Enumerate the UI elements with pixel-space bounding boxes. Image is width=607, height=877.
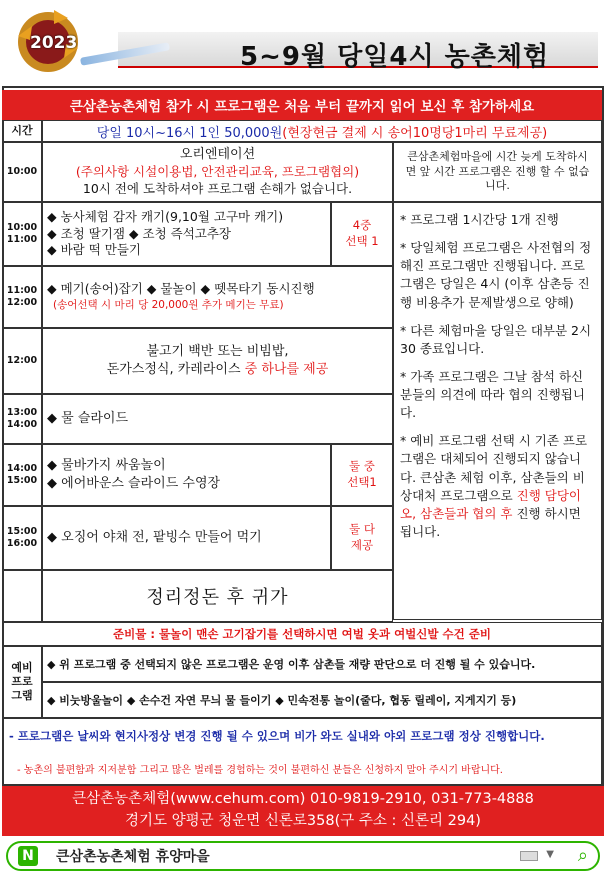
- late-arrival-note: 큰삼촌체험마을에 시간 늦게 도착하시면 앞 시간 프로그램은 진행 할 수 없습니다.: [393, 142, 602, 202]
- water-slide: ◆ 물 슬라이드: [42, 394, 393, 444]
- list-item: ◆ 에어바운스 슬라이드 수영장: [47, 476, 221, 491]
- search-bar[interactable]: [6, 841, 600, 871]
- note-item: * 당일체험 프로그램은 사전협의 정해진 프로그램만 진행됩니다. 프로그램은 당일은 4시 (이후 삼촌등 진행 비용추가 문제발생으로 양해): [400, 240, 592, 310]
- fishing-cell: [42, 266, 393, 328]
- naver-logo-icon: N: [18, 846, 38, 866]
- lunch-line1: 불고기 백반 또는 비빔밥,: [146, 344, 289, 360]
- header: [0, 0, 607, 86]
- row-time-empty: [2, 570, 42, 622]
- year-badge: 2023: [30, 33, 78, 53]
- price-note: (현장현금 결제 시 송어10명당1마리 무료제공): [282, 125, 548, 141]
- choice-badge: 둘 중 선택1: [331, 444, 393, 506]
- lunch-line2: 돈가스정식, 카레라이스: [106, 362, 245, 377]
- lunch-cell: [42, 328, 393, 394]
- row-time: 11:00 12:00: [2, 266, 42, 328]
- note-item: * 프로그램 1시간당 1개 진행: [400, 212, 559, 227]
- price-row: [42, 120, 602, 142]
- orientation-title: 오리엔테이션: [179, 147, 256, 163]
- list-item: ◆ 바람 떡 만들기: [47, 242, 141, 258]
- choice-badge: 4중 선택 1: [331, 202, 393, 266]
- list-item: ◆ 물바가지 싸움놀이: [47, 458, 166, 474]
- list-item: ◆ 농사체험 감자 캐기(9,10월 고구마 캐기): [47, 208, 284, 224]
- keyboard-icon[interactable]: [520, 851, 538, 861]
- chevron-down-icon[interactable]: ▼: [546, 849, 554, 860]
- page-title: 5~9월 당일4시 농촌체험: [240, 42, 550, 72]
- row-time: 14:00 15:00: [2, 444, 42, 506]
- orientation-cell: [42, 142, 393, 202]
- row-time: 10:00 11:00: [2, 202, 42, 266]
- time-header: 시간: [2, 120, 42, 142]
- preparation-note: 준비물 : 물놀이 맨손 고기잡기를 선택하시면 여벌 옷과 여벌신발 수건 준비: [2, 622, 602, 646]
- row-time: 12:00: [2, 328, 42, 394]
- search-query[interactable]: 큰삼촌농촌체험 휴양마을: [56, 849, 210, 865]
- row-time: 13:00 14:00: [2, 394, 42, 444]
- weather-notice: - 프로그램은 날씨와 현지사정상 변경 진행 될 수 있으며 비가 와도 실내와 야외 프로그램 정상 진행합니다.: [2, 718, 602, 752]
- notice-banner: 큰삼촌농촌체험 참가 시 프로그램은 처음 부터 끝까지 읽어 보신 후 참가하세요: [2, 90, 602, 120]
- fishing-line: ◆ 메기(송어)잡기 ◆ 물놀이 ◆ 뗏목타기 동시진행: [47, 281, 315, 297]
- lunch-choice: 중 하나를 제공: [244, 362, 329, 377]
- note-item: * 다른 체험마을 당일은 대부분 2시30 종료입니다.: [400, 322, 592, 356]
- row-time: 15:00 16:00: [2, 506, 42, 570]
- reserve-items: ◆ 비눗방울놀이 ◆ 손수건 자연 무늬 물 들이기 ◆ 민속전통 놀이(줄다, 협동 릴레이, 지게지기 등): [42, 682, 602, 718]
- choice-badge: 둘 다 제공: [331, 506, 393, 570]
- fishing-price-note: (송어선택 시 마리 당 20,000원 추가 메기는 무료): [53, 299, 284, 312]
- row-time: 10:00: [2, 142, 42, 202]
- list-item: ◆ 조청 딸기잼 ◆ 조청 즉석고추장: [47, 225, 231, 241]
- contact-footer: [2, 786, 604, 836]
- farm-activities: [42, 202, 331, 266]
- water-play: [42, 444, 331, 506]
- inconvenience-notice: - 농촌의 불편함과 지저분함 그리고 많은 벌레를 경험하는 것이 불편하신 분들은 신청하지 말아 주시기 바랍니다.: [2, 752, 602, 786]
- search-icon[interactable]: ⌕: [577, 845, 588, 866]
- contact-line: 큰삼촌농촌체험(www.cehum.com) 010-9819-2910, 031-773-4888: [72, 791, 534, 807]
- closing-cell: 정리정돈 후 귀가: [42, 570, 393, 622]
- note-item: * 예비 프로그램 선택 시 기존 프로그램은 대체되어 진행되지 않습니다. 큰삼촌 체험 이후, 삼촌들의 비상대처 프로그램으로 진행 담당이오, 삼촌들과 협의 후 진행 하시면 됩니다.: [400, 433, 588, 539]
- notes-column: [393, 202, 602, 620]
- price-text: 당일 10시~16시 1인 50,000원: [96, 125, 283, 141]
- reserve-label: 예비 프로 그램: [2, 646, 42, 718]
- orientation-note: (주의사항 시설이용법, 안전관리교육, 프로그램협의): [75, 163, 360, 179]
- reserve-note: ◆ 위 프로그램 중 선택되지 않은 프로그램은 운영 이후 삼촌들 재량 판단으로 더 진행 될 수 있습니다.: [42, 646, 602, 682]
- note-item: * 가족 프로그램은 그날 참석 하신분들의 의견에 따라 협의 진행됩니다.: [400, 368, 585, 421]
- address-line: 경기도 양평군 청운면 신론로358(구 주소 : 신론리 294): [125, 812, 481, 829]
- orientation-arrival: 10시 전에 도착하셔야 프로그램 손해가 없습니다.: [82, 180, 353, 196]
- cooking-cell: ◆ 오징어 야채 전, 팥빙수 만들어 먹기: [42, 506, 331, 570]
